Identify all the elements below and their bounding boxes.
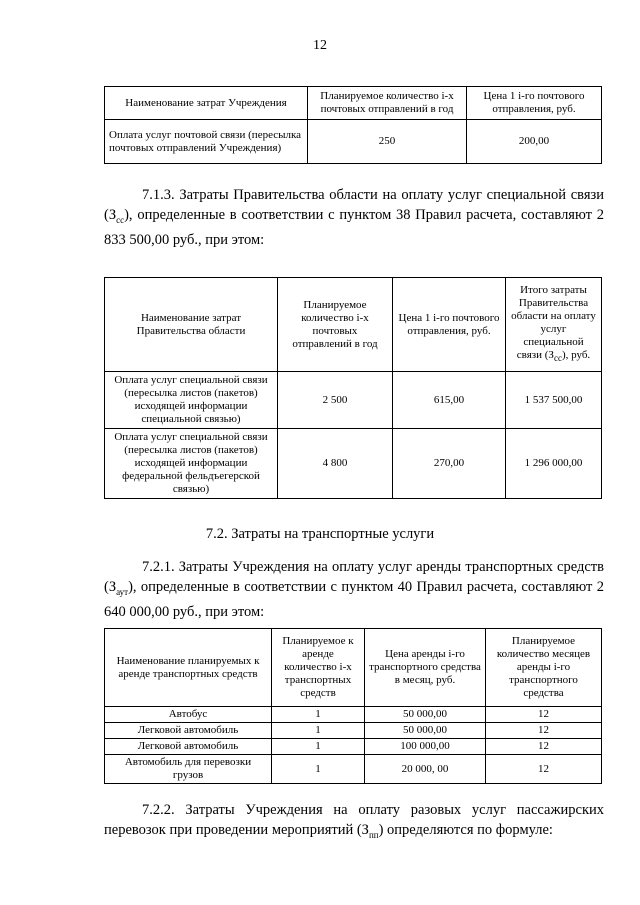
table-cell: 270,00 <box>393 429 506 499</box>
subscript: сс <box>116 214 125 225</box>
table-row <box>105 739 602 755</box>
paragraph-7-2-1 <box>104 557 604 622</box>
table-header-cell: Цена 1 i-го почтового отправления, руб. <box>393 278 506 372</box>
table-cell: 1 <box>272 739 365 755</box>
subscript: пп <box>368 829 379 840</box>
table-header-cell <box>506 278 602 372</box>
table-header-cell: Планируемое к аренде количество i-х транспортных средств <box>272 629 365 707</box>
table-cell: Легковой автомобиль <box>105 723 272 739</box>
table-header-row <box>105 629 602 707</box>
table-cell: 250 <box>308 120 467 164</box>
table-cell: Легковой автомобиль <box>105 739 272 755</box>
paragraph-7-1-3 <box>104 185 604 250</box>
table-row <box>105 120 602 164</box>
table-cell: 12 <box>486 739 602 755</box>
table-header-cell: Цена 1 i-го почтового отправления, руб. <box>467 87 602 120</box>
table-cell: 12 <box>486 707 602 723</box>
table-row <box>105 707 602 723</box>
special-communication-table <box>104 277 602 499</box>
table-cell: 12 <box>486 723 602 739</box>
subscript: сс <box>553 353 562 364</box>
table-header-row <box>105 278 602 372</box>
table-header-cell: Планируемое количество i-х почтовых отправлений в год <box>278 278 393 372</box>
paragraph-text: 7.2.2. Затраты Учреждения на оплату разовых услуг пассажирских перевозок при проведении мероприятий (З <box>104 802 604 838</box>
header-text: Итого затраты Правительства области на оплату услуг специальной связи (З <box>511 283 596 361</box>
table-row <box>105 755 602 784</box>
paragraph-text: ) определяются по формуле: <box>378 822 553 838</box>
table-header-cell: Наименование планируемых к аренде транспортных средств <box>105 629 272 707</box>
header-text: ), руб. <box>561 348 591 361</box>
table-cell: Оплата услуг почтовой связи (пересылка почтовых отправлений Учреждения) <box>105 120 308 164</box>
table-row <box>105 372 602 429</box>
postal-costs-table <box>104 86 602 164</box>
table-cell: 2 500 <box>278 372 393 429</box>
table-cell: 200,00 <box>467 120 602 164</box>
table-header-cell: Наименование затрат Учреждения <box>105 87 308 120</box>
table-cell: 1 <box>272 723 365 739</box>
table-header-cell: Планируемое количество i-х почтовых отправлений в год <box>308 87 467 120</box>
table-cell: Оплата услуг специальной связи (пересылка листов (пакетов) исходящей информации специальной связью) <box>105 372 278 429</box>
table-cell: 50 000,00 <box>365 723 486 739</box>
paragraph-text: 7.2.1. Затраты Учреждения на оплату услуг аренды транспортных средств (З <box>104 559 604 595</box>
table-row <box>105 723 602 739</box>
paragraph-text: 7.1.3. Затраты Правительства области на оплату услуг специальной связи (З <box>104 187 604 223</box>
table-cell: 1 <box>272 707 365 723</box>
subscript: аут <box>116 586 129 597</box>
paragraph-7-2-2 <box>104 800 604 845</box>
table-cell: 1 296 000,00 <box>506 429 602 499</box>
table-cell: 615,00 <box>393 372 506 429</box>
transport-rental-table <box>104 628 602 784</box>
page-number: 12 <box>313 38 327 53</box>
table-cell: 1 <box>272 755 365 784</box>
section-heading-7-2: 7.2. Затраты на транспортные услуги <box>205 526 435 542</box>
table-row <box>105 429 602 499</box>
table-header-cell: Наименование затрат Правительства области <box>105 278 278 372</box>
table-cell: Оплата услуг специальной связи (пересылка листов (пакетов) исходящей информации федеральной фельдъегерской связью) <box>105 429 278 499</box>
table-header-cell: Цена аренды i-го транспортного средства в месяц, руб. <box>365 629 486 707</box>
table-cell: Автомобиль для перевозки грузов <box>105 755 272 784</box>
table-header-cell: Планируемое количество месяцев аренды i-го транспортного средства <box>486 629 602 707</box>
table-cell: Автобус <box>105 707 272 723</box>
table-header-row <box>105 87 602 120</box>
table-cell: 100 000,00 <box>365 739 486 755</box>
table-cell: 12 <box>486 755 602 784</box>
table-cell: 1 537 500,00 <box>506 372 602 429</box>
table-cell: 4 800 <box>278 429 393 499</box>
paragraph-text: ), определенные в соответствии с пунктом 38 Правил расчета, составляют 2 833 500,00 руб., при этом: <box>104 207 604 248</box>
table-cell: 50 000,00 <box>365 707 486 723</box>
paragraph-text: ), определенные в соответствии с пунктом 40 Правил расчета, составляют 2 640 000,00 руб., при этом: <box>104 579 604 620</box>
table-cell: 20 000, 00 <box>365 755 486 784</box>
